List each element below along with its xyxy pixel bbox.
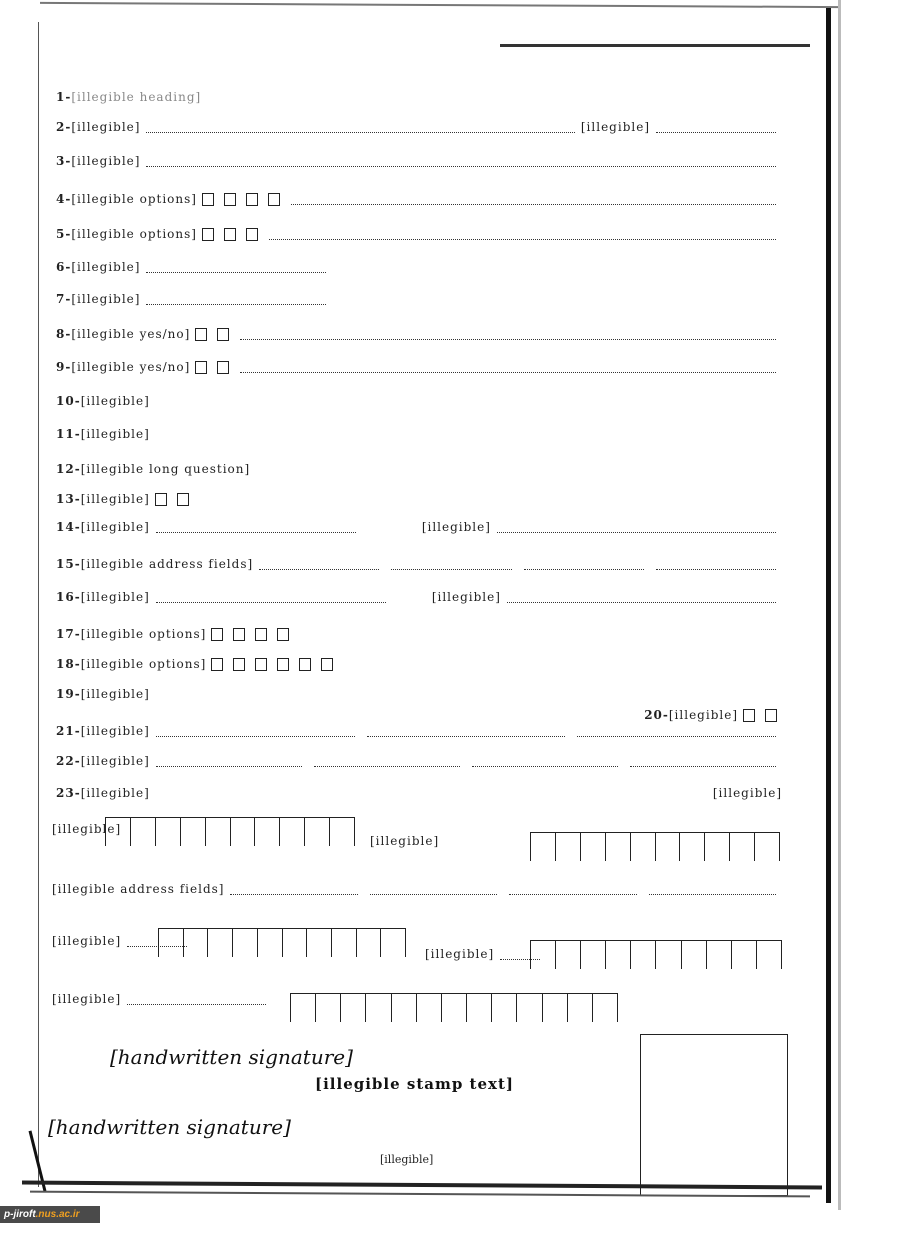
form-field-12: 12- [illegible long question] (56, 462, 251, 476)
checkbox[interactable] (224, 228, 236, 241)
signature-2: [handwritten signature] (48, 1115, 291, 1139)
input-line[interactable] (146, 262, 326, 273)
input-line[interactable] (649, 884, 776, 895)
input-line[interactable] (391, 559, 511, 570)
input-line[interactable] (259, 559, 379, 570)
checkbox[interactable] (224, 193, 236, 206)
checkbox[interactable] (255, 658, 267, 671)
checkbox[interactable] (233, 658, 245, 671)
form-field-14: 14- [illegible] [illegible] (52, 518, 782, 536)
grid-b-left-label: [illegible] (52, 932, 152, 950)
input-line[interactable] (472, 756, 618, 767)
checkbox[interactable] (299, 658, 311, 671)
form-field-16: 16- [illegible] [illegible] (52, 588, 782, 606)
checkbox[interactable] (246, 228, 258, 241)
form-field-20: 20- [illegible] (52, 706, 782, 724)
input-line[interactable] (127, 994, 266, 1005)
checkbox-yes[interactable] (195, 328, 207, 341)
digit-grid-a-right[interactable] (530, 832, 780, 861)
input-line[interactable] (656, 559, 776, 570)
checkbox[interactable] (268, 193, 280, 206)
checkbox[interactable] (202, 193, 214, 206)
input-line[interactable] (507, 592, 776, 603)
checkbox[interactable] (211, 628, 223, 641)
checkbox[interactable] (255, 628, 267, 641)
input-line[interactable] (240, 362, 776, 373)
form-field-3: 3- [illegible] (52, 152, 782, 170)
form-field-22: 22- [illegible] (52, 752, 782, 770)
input-line[interactable] (269, 229, 776, 240)
form-field-17: 17- [illegible options] (52, 625, 782, 643)
checkbox[interactable] (743, 709, 755, 722)
checkbox[interactable] (246, 193, 258, 206)
top-border (40, 2, 840, 8)
checkbox[interactable] (211, 658, 223, 671)
checkbox[interactable] (177, 493, 189, 506)
input-line[interactable] (370, 884, 497, 895)
checkbox[interactable] (321, 658, 333, 671)
checkbox[interactable] (765, 709, 777, 722)
form-field-4: 4- [illegible options] (52, 190, 782, 208)
form-heading: 1- [illegible heading] (56, 90, 202, 104)
digit-grid-b-left[interactable] (158, 928, 406, 957)
input-line[interactable] (497, 522, 776, 533)
photo-box (640, 1034, 788, 1196)
input-line[interactable] (156, 522, 356, 533)
grid-a-left-label: [illegible] (52, 822, 122, 836)
form-field-13: 13- [illegible] (52, 490, 782, 508)
input-line[interactable] (314, 756, 460, 767)
input-line[interactable] (146, 156, 776, 167)
input-line[interactable] (630, 756, 776, 767)
form-field-19: 19- [illegible] (56, 687, 150, 701)
input-line[interactable] (146, 122, 574, 133)
input-line[interactable] (146, 294, 326, 305)
checkbox[interactable] (277, 658, 289, 671)
checkbox[interactable] (155, 493, 167, 506)
digit-grid-a-left[interactable] (105, 817, 355, 846)
input-line[interactable] (524, 559, 644, 570)
form-field-18: 18- [illegible options] (52, 655, 782, 673)
checkbox-no[interactable] (217, 361, 229, 374)
input-line[interactable] (156, 726, 355, 737)
checkbox-yes[interactable] (195, 361, 207, 374)
form-field-8: 8- [illegible yes/no] (52, 325, 782, 343)
form-field-address-2: [illegible address fields] (52, 880, 782, 898)
watermark: p-jiroft.nus.ac.ir (0, 1206, 100, 1223)
input-line[interactable] (291, 194, 776, 205)
input-line[interactable] (367, 726, 566, 737)
input-line[interactable] (656, 122, 776, 133)
form-field-10: 10- [illegible] (56, 394, 150, 408)
input-line[interactable] (577, 726, 776, 737)
stamp-text: [illegible stamp text] (315, 1075, 514, 1093)
form-field-7: 7- [illegible] (52, 290, 782, 308)
checkbox[interactable] (233, 628, 245, 641)
form-field-23: 23- [illegible] [illegible] (56, 786, 782, 800)
checkbox[interactable] (277, 628, 289, 641)
digit-grid-c[interactable] (290, 993, 618, 1022)
form-field-11: 11- [illegible] (56, 427, 150, 441)
grid-b-right-label: [illegible] (425, 945, 525, 963)
form-field-2: 2- [illegible] [illegible] (52, 118, 782, 136)
form-field-21: 21- [illegible] (52, 722, 782, 740)
input-line[interactable] (156, 592, 386, 603)
input-line[interactable] (230, 884, 357, 895)
page-edge-shadow (838, 0, 841, 1210)
input-line[interactable] (509, 884, 636, 895)
stamp-subtext: [illegible] (380, 1153, 434, 1166)
form-field-9: 9- [illegible yes/no] (52, 358, 782, 376)
digit-grid-b-right[interactable] (530, 940, 782, 969)
input-line[interactable] (156, 756, 302, 767)
form-field-6: 6- [illegible] (52, 258, 782, 276)
grid-c-label: [illegible] (52, 990, 272, 1008)
checkbox[interactable] (202, 228, 214, 241)
checkbox-no[interactable] (217, 328, 229, 341)
grid-a-right-label: [illegible] (370, 834, 440, 848)
form-field-15-address: 15- [illegible address fields] (52, 555, 782, 573)
input-line[interactable] (240, 329, 776, 340)
form-field-5: 5- [illegible options] (52, 225, 782, 243)
signature-1: [handwritten signature] (110, 1045, 353, 1069)
